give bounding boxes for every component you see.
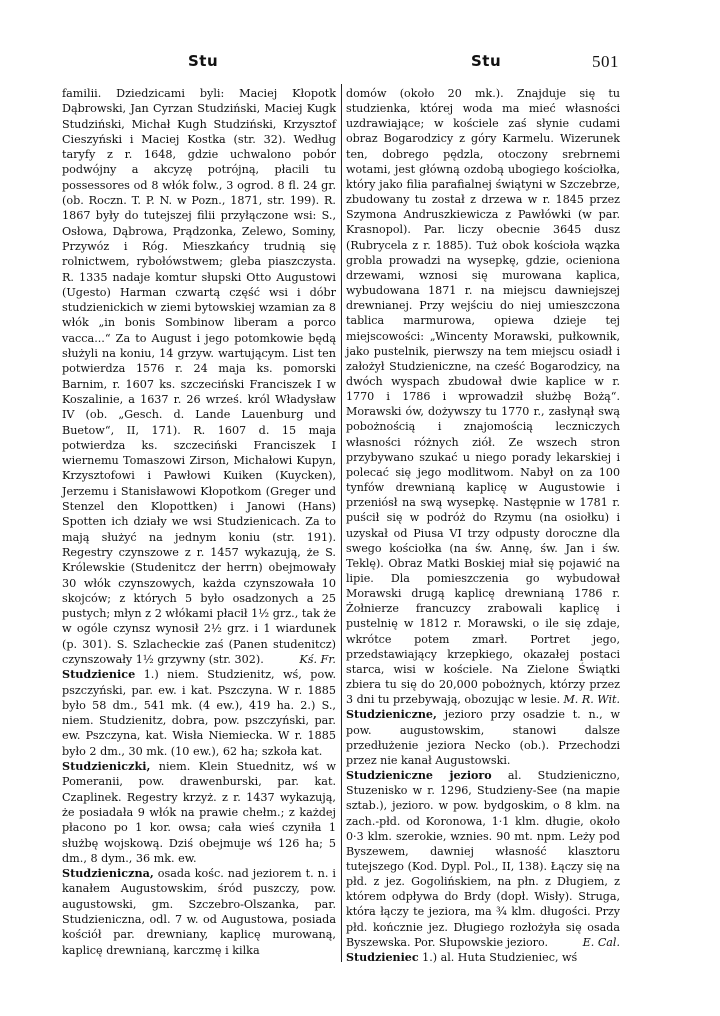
paragraph [346, 86, 620, 707]
entry-text: osada kośc. nad jeziorem t. n. i kanałem Augustowskim, śród puszczy, pow. augustowski, gm. Szczebro-Olszanka, par. Studzieniczna, odl. 7 w. od Augustowa, posiada kościół par. drewniany, kaplicę murowaną, kaplicę drewnianą, karczmę i kilka [62, 867, 336, 957]
paragraph [62, 86, 336, 667]
author-signature: M. R. Wit. [563, 693, 620, 707]
entry-headword: Studzieniczne jezioro [346, 769, 492, 783]
entry-studzieniec [346, 950, 620, 965]
entry-text: 1.) niem. Studzienitz, wś, pow. pszczyński, par. ew. i kat. Pszczyna. W r. 1885 było 58 dm., 541 mk. (4 ew.), 419 ha. 2.) S., niem. Studzienitz, dobra, pow. pszczyński, par. ew. Pszczyna, kat. Wisła Niemiecka. W r. 1885 było 2 dm., 30 mk. (10 ew.), 62 ha; szkoła kat. [62, 668, 336, 758]
entry-headword: Studzieniczne, [346, 708, 437, 722]
author-signature: Kś. Fr. [299, 652, 336, 666]
entry-text: jezioro przy osadzie t. n., w pow. augustowskim, stanowi dalsze przedłużenie jeziora Necko (ob.). Przechodzi przez nie kanał Augustowski. [346, 708, 620, 767]
entry-text: niem. Klein Stuednitz, wś w Pomeranii, pow. drawenburski, par. kat. Czaplinek. Regestry krzyż. z r. 1437 wykazują, że posiadała 9 włók na prawie chełm.; z każdej płacono po 1 kor. owsa; cała wieś czyniła 1 służbę wojskową. Dziś obejmuje wś 126 ha; 5 dm., 8 dym., 36 mk. ew. [62, 760, 336, 865]
entry-headword: Studzienice [62, 667, 136, 682]
entry-text: 1.) al. Huta Studzieniec, wś [418, 950, 578, 964]
entry-studzieniczna [62, 866, 336, 958]
entry-text: al. Studzieniczno, Stuzenisko w r. 1296, Studzieny-See (na mapie sztab.), jezioro. w pow. bydgoskim, o 8 klm. na zach.-płd. od Koronowa, 1·1 klm. długie, około 0·3 klm. szerokie, wznies. 90 mt. npm. Leży pod Byszewem, dawniej własność klasztoru tutejszego (Kod. Dypl. Pol., II, 138). Łączy się na płd. z jez. Gogolińskiem, na płn. z Długiem, z którem odpływa do Brdy (dopł. Wisły). Struga, która łączy te jeziora, ma ¾ klm. długości. Przy płd. kończnie jez. Długiego rozłożyła się osada Byszewska. Por. Słupowskie jezioro. [346, 769, 620, 949]
author-signature: E. Cal. [582, 935, 620, 949]
running-head-left: Stu [188, 52, 219, 70]
left-column [62, 86, 336, 958]
running-head-right: Stu [471, 52, 502, 70]
entry-headword: Studzieniczki, [62, 759, 151, 774]
entry-studzienice [62, 667, 336, 759]
entry-headword: Studzieniczna, [62, 866, 154, 881]
column-divider [341, 84, 342, 962]
right-column [346, 86, 620, 965]
entry-studzieniczki [62, 759, 336, 866]
entry-studzieniczne [346, 707, 620, 768]
entry-headword: Studzieniec [346, 950, 419, 964]
paragraph-text: familii. Dziedzicami byli: Maciej Kłopotk Dąbrowski, Jan Cyrzan Studziński, Maciej Kugk Studziński, Michał Kugh Studziński, Krzysztof Cieszyński i Maciej Kostka (str. 32). Według taryfy z r. 1648, gdzie uchwalono pobór podwójny a akcyzę potrójną, płacili tu possessores od 8 włók folw., 3 ogrod. 8 fl. 24 gr. (ob. Roczn. T. P. N. w Pozn., 1871, str. 199). R. 1867 były do tutejszej filii przyłączone wsi: S., Osłowa, Dąbrowa, Prądzonka, Zelewo, Sominy, Przywóz i Róg. Mieszkańcy trudnią się rolnictwem, rybołówstwem; gleba piaszczysta. R. 1335 nadaje komtur słupski Otto Augustowi (Ugesto) Harman czwartą część wsi i dóbr studzienickich w ziemi bytowskiej wzamian za 8 włók „in bonis Sombinow liberam a porco vacca...“ Za to August i jego potomkowie będą służyli na koniu, 14 grzyw. wartującym. List ten potwierdza 1576 r. 24 maja ks. pomorski Barnim, r. 1607 ks. szczeciński Franciszek I w Koszalinie, a 1637 r. 26 wrześ. król Władysław IV (ob. „Gesch. d. Lande Lauenburg und Buetow“, II, 171). R. 1607 d. 15 maja potwierdza ks. szczeciński Franciszek I wiernemu Tomaszowi Zirson, Michałowi Kupyn, Krzysztofowi i Pawłowi Kuiken (Kuycken), Jerzemu i Stanisławowi Kłopotkom (Greger und Stenzel den Klopottken) i Janowi (Hans) Spotten ich działy we wsi Studzienicach. Za to mają służyć na jednym koniu (str. 191). Regestry czynszowe z r. 1457 wykazują, że S. Królewskie (Studenitcz der herrn) obejmowały 30 włók czynszowych, każda czynszowała 10 skojców; z których 5 było osadzonych a 25 pustych; młyn z 2 włókami płacił 1½ grz., tak że w ogóle czynsz wynosił 2½ grz. i 1 wiardunek (p. 301). S. Szlacheckie zaś (Panen studenitcz) czynszowały 1½ grzywny (str. 302). [62, 87, 336, 666]
paragraph-text: domów (około 20 mk.). Znajduje się tu studzienka, której woda ma mieć własności uzdrawiające; w kościele zaś słynie cudami obraz Bogarodzicy z góry Karmelu. Wizerunek ten, dobrego pędzla, otoczony srebrnemi wotami, jest główną ozdobą ubogiego kościołka, który jako filia parafialnej świątyni w Szczebrze, zbudowany tu został z drzewa w r. 1845 przez Szymona Andruszkiewicza z Pawłówki (w par. Krasnopol). Par. liczy obecnie 3645 dusz (Rubrycela z r. 1885). Tuż obok kościoła wązka grobla prowadzi na wysepkę, gdzie, ocieniona drzewami, wznosi się murowana kaplica, wybudowana 1871 r. na miejscu dawniejszej drewnianej. Przy wejściu do niej umieszczona tablica marmurowa, opiewa dzieje tej miejscowości: „Wincenty Morawski, pułkownik, jako pustelnik, pierwszy na tem miejscu osiadł i założył Studzieniczne, na cześć Bogarodzicy, na dwóch wyspach zbudował dwie kaplice w r. 1770 i 1786 i wprowadził służbę Bożą“. Morawski ów, dożywszy tu 1770 r., zasłynął swą pobożnością i znajomością leczniczych własności różnych ziół. Ze wszech stron przybywano szukać u niego porady lekarskiej i polecać się jego modlitwom. Nabył on za 100 tynfów drewnianą kaplicę w Augustowie i przeniósł na swą wysepkę. Następnie w 1781 r. puścił się w podróż do Rzymu (na osiołku) i uzyskał od Piusa VI trzy odpusty doroczne dla swego kościołka (na św. Annę, św. Jan i św. Teklę). Obraz Matki Boskiej miał się pojawić na lipie. Dla pomieszczenia go wybudował Morawski drugą kaplicę drewnianą 1786 r. Żołnierze francuzcy zrabowali kaplicę i pustelnię w 1812 r. Morawski, o ile się zdaje, wkrótce potem zmarł. Portret jego, przedstawiający krzepkiego, okazałej postaci starca, wisi w kościele. Na Zielone Świątki zbiera tu się do 20,000 pobożnych, którzy przez 3 dni tu przebywają, obozując w lesie. [346, 87, 620, 707]
page-number: 501 [592, 52, 619, 71]
entry-studzieniczne-jezioro [346, 768, 620, 950]
